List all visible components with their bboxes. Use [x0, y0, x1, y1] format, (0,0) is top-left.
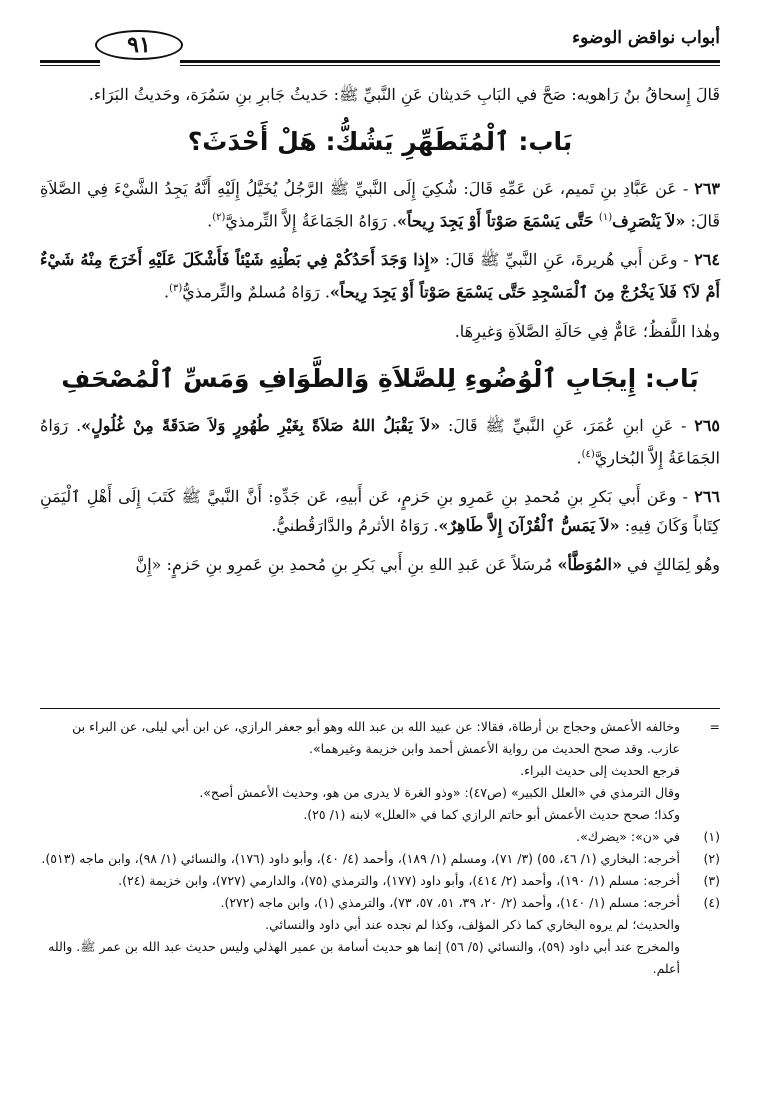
footnote-ref-4: (٤) — [581, 448, 595, 460]
footnote-line: أخرجه: مسلم (١/ ١٩٠)، وأحمد (٢/ ٤١٤)، وأبو داود (١٧٧)، والترمذي (٧٥)، والدارمي (٧٢٧)، وابن خزيمة (٢٤). — [118, 873, 680, 888]
hadith-quote: «لاَ يَقْبَلُ اللهُ صَلاَةً بِغَيْرِ طُهُورٍ وَلاَ صَدَقَةً مِنْ غُلُولٍ» — [81, 415, 441, 435]
running-head: أبواب نواقض الوضوء — [572, 28, 720, 48]
footnote-line: وكذا؛ صحح حديث الأعمش أبو حاتم الرازي كما في «العلل» لابنه (١/ ٢٥). — [303, 807, 680, 822]
period: . — [164, 282, 170, 302]
page-number-badge — [95, 28, 185, 64]
hadith-quote: «لاَ يَمَسُّ ٱلْقُرْآنَ إِلاَّ طَاهِرٌ» — [438, 515, 620, 535]
hadith-source: . رَوَاهُ الأثرمُ والدَّارَقُطنيُّ. — [271, 515, 439, 535]
main-text — [40, 80, 720, 589]
hadith-source: . رَوَاهُ الجَمَاعَةُ إِلاَّ البُخاريَّ — [40, 415, 720, 467]
hadith-source: . رَوَاهُ الجَمَاعَةُ إِلاَّ التِّرمذيَّ — [225, 211, 398, 231]
footnote-ref-1: (١) — [598, 212, 613, 223]
hadith-text: - وعَن أَبي بَكرِ بنِ مُحمدِ بنِ عَمرِو بنِ حَزمٍ، عَن أَبيهِ، عَن جَدِّهِ: أَنَّ النَّبيَّ ﷺ كَتَبَ إِلَى أَهْلِ ٱلْيَمَنِ كِتَاباً وَكَانَ فِيهِ: — [40, 486, 720, 535]
hadith-quote: «لاَ يَنْصَرِف — [612, 211, 686, 231]
hadith-263 — [40, 174, 720, 235]
chapter-title-1: بَاب: ٱلْمُتَطَهِّرِ يَشُكُّ: هَلْ أَحْدَثَ؟ — [187, 127, 573, 156]
period: . — [207, 211, 213, 231]
page-number: ٩١ — [95, 30, 183, 60]
chapter-title-2: بَاب: إِيجَابِ ٱلْوُضُوءِ لِلصَّلاَةِ وَالطَّوَافِ وَمَسِّ ٱلْمُصْحَفِ — [61, 363, 699, 393]
hadith-quote-cont: حَتَّى يَسْمَعَ صَوْتاً أَوْ يَجِدَ رِيحاً» — [397, 211, 599, 231]
hadith-266 — [40, 482, 720, 540]
footnote-ref-3: (٣) — [169, 283, 183, 295]
hadith-text: - وعَن أَبي هُريرةَ، عَنِ النَّبيِّ ﷺ قَالَ: — [439, 250, 695, 270]
last-text-cont: مُرسَلاً عَن عَبدِ اللهِ بنِ أَبي بَكرِ بنِ مُحمدِ بنِ عَمرِو بنِ حَزمٍ: «إِنَّ — [135, 554, 558, 574]
book-title: «المُوَطَّأ» — [557, 554, 622, 574]
hadith-text: - عَن عَبَّادِ بنِ تَميم، عَن عَمِّهِ قَالَ: شُكِيَ إِلَى النَّبيِّ ﷺ الرَّجُلُ يُخَيَّلُ إِلَيْهِ أَنَّهُ يَجِدُ الشَّيْءَ فِي الصَّلاَةِ قَالَ: — [40, 179, 720, 231]
note-paragraph: وهٰذا اللَّفظُ؛ عَامٌّ فِي حَالَةِ الصَّلاَةِ وَغيرِهَا. — [454, 321, 720, 341]
hadith-number: ٢٦٤ — [694, 250, 720, 270]
continuation-mark: = — [709, 719, 720, 734]
footnote-line: وقال الترمذي في «العلل الكبير» (ص٤٧): «وذو الغرة لا يدرى من هو، وحديث الأعمش أصح». — [199, 785, 680, 800]
footnote-1 — [40, 826, 720, 848]
hadith-number: ٢٦٣ — [694, 179, 721, 198]
last-text: وهُو لِمَالكٍ في — [621, 554, 720, 574]
footnote-line: والمخرج عند أبي داود (٥٩)، والنسائي (٥/ ٥٦) إنما هو حديث أسامة بن عمير الهذلي وليس حديث عبد الله بن عمر ﷺ. والله أعلم. — [48, 939, 680, 976]
hadith-265 — [40, 411, 720, 472]
hadith-number: ٢٦٥ — [694, 415, 721, 435]
footnote-4 — [40, 892, 720, 980]
period: . — [576, 447, 582, 467]
page-header — [40, 28, 720, 68]
footnote-line: أخرجه: البخاري (١/ ٤٦، ٥٥) (٣/ ٧١)، ومسلم (١/ ١٨٩)، وأحمد (٤/ ٤٠)، وأبو داود (١٧٦)، والنسائي (١/ ٩٨)، وابن ماجه (٥١٣). — [41, 851, 680, 866]
hadith-source: . رَوَاهُ مُسلمٌ والتِّرمذيُّ — [182, 282, 330, 302]
footnote-number: (١) — [703, 829, 720, 844]
footnotes — [40, 716, 720, 980]
header-rule — [180, 60, 720, 66]
hadith-text: - عَنِ ابنِ عُمَرَ، عَنِ النَّبيِّ ﷺ قَالَ: — [440, 415, 695, 435]
footnote-continued — [40, 716, 720, 826]
footnote-line: في «ن»: «يضرك». — [576, 829, 680, 844]
footnote-number: (٤) — [703, 895, 720, 910]
footnote-line: فرجع الحديث إلى حديث البراء. — [520, 763, 680, 778]
footnote-number: (٢) — [703, 851, 720, 866]
footnote-line: والحديث؛ لم يروه البخاري كما ذكر المؤلف، وكذا لم نجده عند أبي داود والنسائي. — [265, 917, 680, 932]
footnote-separator — [40, 708, 720, 709]
last-paragraph — [40, 550, 720, 579]
hadith-264 — [40, 245, 720, 306]
intro-paragraph: قَالَ إِسحاقُ بنُ رَاهويه: صَحَّ في البَابِ حَديثان عَنِ النَّبيِّ ﷺ: حَديثُ جَابرِ بنِ سَمُرَة، وحَديثُ البَرَاء. — [88, 85, 720, 104]
header-rule-left — [40, 60, 100, 66]
footnote-3 — [40, 870, 720, 892]
hadith-number: ٢٦٦ — [694, 486, 720, 506]
footnote-ref-2: (٢) — [212, 212, 226, 223]
footnote-line: وخالفه الأعمش وحجاج بن أرطاة، فقالا: عن عبيد الله بن عبد الله وهو أبو جعفر الرازي، عن ابن أبي ليلى، عن البراء بن عازب. وقد صحح الحديث من رواية الأعمش أحمد وابن خزيمة وغيرهما». — [72, 719, 680, 756]
hadith-quote: «إِذا وَجَدَ أَحَدُكُمْ فِي بَطْنِهِ شَيْئاً فَأَشْكَلَ عَلَيْهِ أَخَرَجَ مِنْهُ شَيْءٌ أَمْ لاَ؟ فَلاَ يَخْرُجْ مِنَ ٱلْمَسْجِدِ حَتَّى يَسْمَعَ صَوْتاً أَوْ يَجِدَ رِيحاً» — [40, 250, 720, 302]
footnote-line: أخرجه: مسلم (١/ ١٤٠)، وأحمد (٢/ ٢٠، ٣٩، ٥١، ٥٧، ٧٣)، والترمذي (١)، وابن ماجه (٢٧٢). — [220, 895, 680, 910]
footnote-number: (٣) — [703, 873, 720, 888]
footnote-2 — [40, 848, 720, 870]
